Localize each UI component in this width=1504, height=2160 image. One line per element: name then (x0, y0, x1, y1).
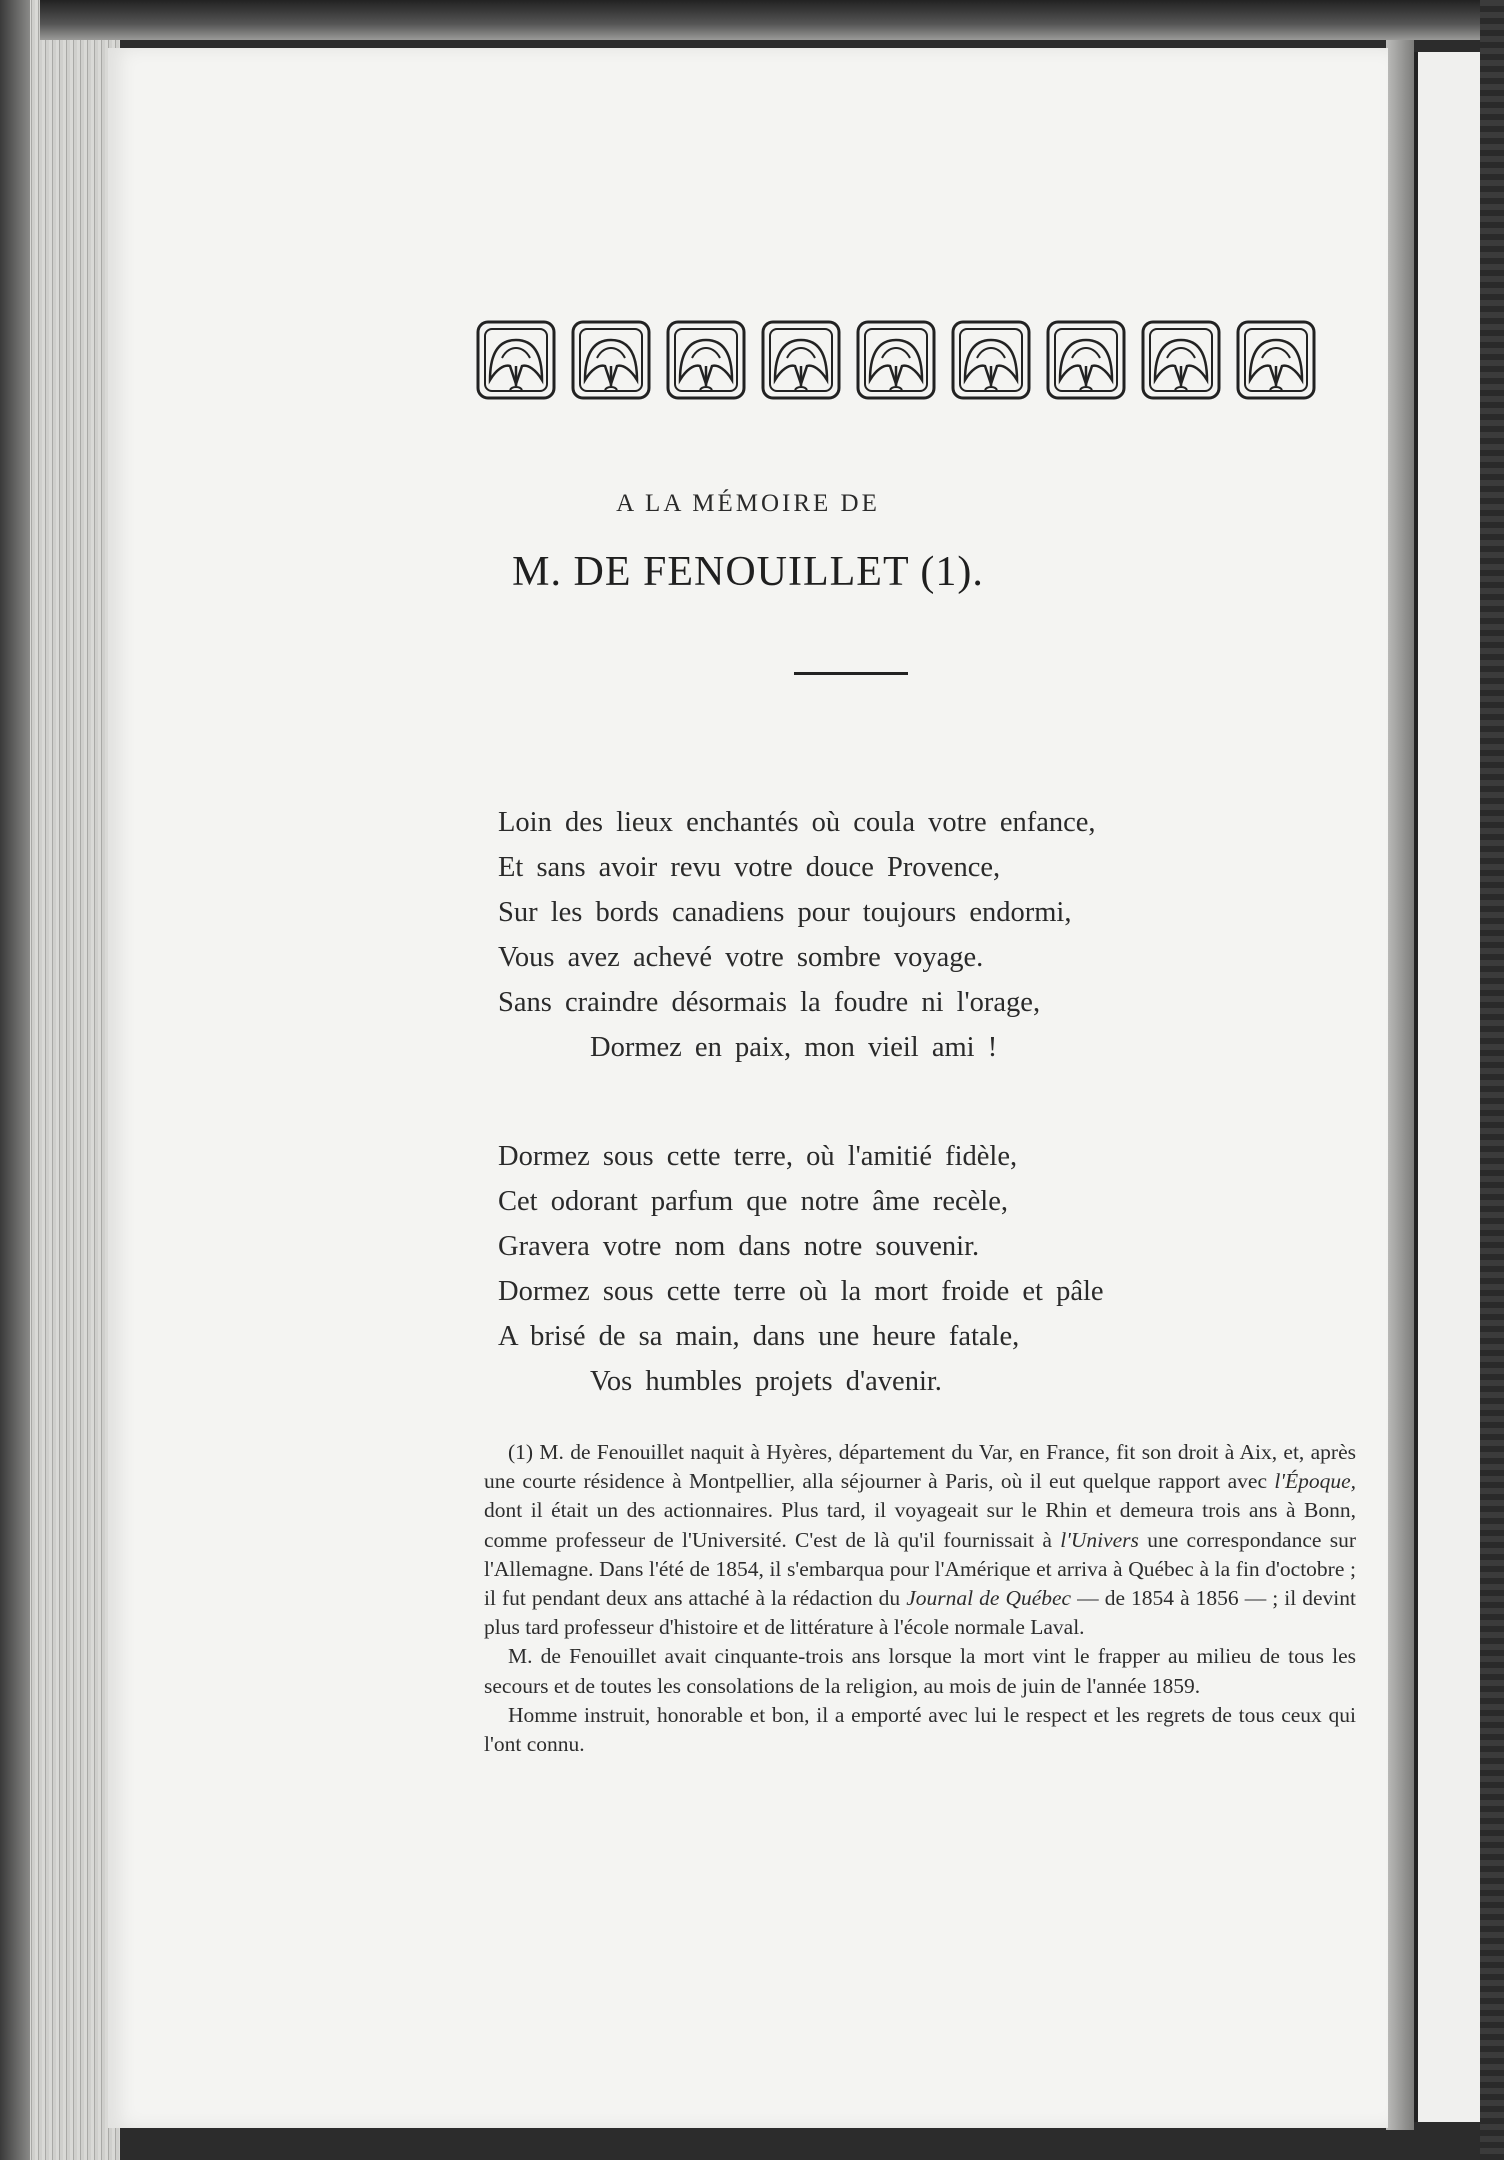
poem-line: Sur les bords canadiens pour toujours endormi, (498, 897, 1072, 928)
footnote-paragraph-2: M. de Fenouillet avait cinquante-trois ans lorsque la mort vint le frapper au milieu de tous les secours et de toutes les consolations de la religion, au mois de juin de l'année 1859. (484, 1644, 1356, 1698)
poem-refrain-line: Vos humbles projets d'avenir. (590, 1366, 942, 1397)
poem-line: Et sans avoir revu votre douce Provence, (498, 852, 1001, 883)
footnote (484, 1438, 1356, 1759)
book-top-edge (40, 0, 1504, 40)
ornament-tile (1048, 322, 1124, 398)
poem-refrain-line: Dormez en paix, mon vieil ami ! (590, 1032, 998, 1063)
poem-stanza-1 (498, 800, 1318, 1070)
footnote-italic-journal: Journal de Québec (906, 1586, 1072, 1611)
poem-line: A brisé de sa main, dans une heure fatale, (498, 1321, 1020, 1352)
ornament-tile (1143, 322, 1219, 398)
ornament-tile (953, 322, 1029, 398)
footnote-italic-epoque: l'Époque, (1274, 1469, 1356, 1494)
poem-line: Vous avez achevé votre sombre voyage. (498, 942, 984, 973)
footnote-text: — de 1854 à 1856 — ; il devint plus tard professeur d'histoire et de littérature à l'école normale Laval. (484, 1586, 1356, 1640)
footnote-paragraph-1 (484, 1438, 1356, 1642)
footnote-text: (1) M. de Fenouillet naquit à Hyères, département du Var, en France, fit son droit à Aix, et, après une courte résidence à Montpellier, alla séjourner à Paris, où il eut quelque rapport avec (484, 1440, 1356, 1494)
ornament-tile (573, 322, 649, 398)
footnote-paragraph-3: Homme instruit, honorable et bon, il a emporté avec lui le respect et les regrets de tous ceux qui l'ont connu. (484, 1702, 1356, 1757)
poem-stanza-2 (498, 1134, 1318, 1404)
page-gutter-shadow (1386, 40, 1414, 2130)
footnote-text: une correspondance sur l'Allemagne. Dans l'été de 1854, il s'embarqua pour l'Amérique et arriva à Québec à la fin d'octobre ; il fut pendant deux ans attaché à la rédaction du (484, 1527, 1356, 1611)
ornament-tile (858, 322, 934, 398)
poem-line: Gravera votre nom dans notre souvenir. (498, 1231, 980, 1262)
dedication-subtitle: A LA MÉMOIRE DE (616, 490, 880, 517)
ornament-tile (668, 322, 744, 398)
ornament-tile (763, 322, 839, 398)
ornament-tile (478, 322, 554, 398)
footnote-italic-univers: l'Univers (1060, 1527, 1139, 1552)
ornamental-header-band (476, 318, 1319, 402)
ornament-tile (1238, 322, 1314, 398)
book-cover-edge (1480, 0, 1504, 2160)
poem-line: Dormez sous cette terre où la mort froide et pâle (498, 1276, 1104, 1307)
footnote-text: dont il était un des actionnaires. Plus tard, il voyageait sur le Rhin et demeura trois ans à Bonn, comme professeur de l'Université. C'est de là qu'il fournissait à (484, 1498, 1356, 1552)
title-rule (794, 672, 908, 675)
poem-line: Loin des lieux enchantés où coula votre enfance, (498, 807, 1096, 838)
dedication-title: M. DE FENOUILLET (1). (512, 549, 984, 595)
poem-line: Cet odorant parfum que notre âme recèle, (498, 1186, 1008, 1217)
book-page-edges (0, 0, 120, 2160)
poem-line: Sans craindre désormais la foudre ni l'orage, (498, 987, 1041, 1018)
book-page (108, 48, 1388, 2128)
poem-line: Dormez sous cette terre, où l'amitié fidèle, (498, 1141, 1018, 1172)
